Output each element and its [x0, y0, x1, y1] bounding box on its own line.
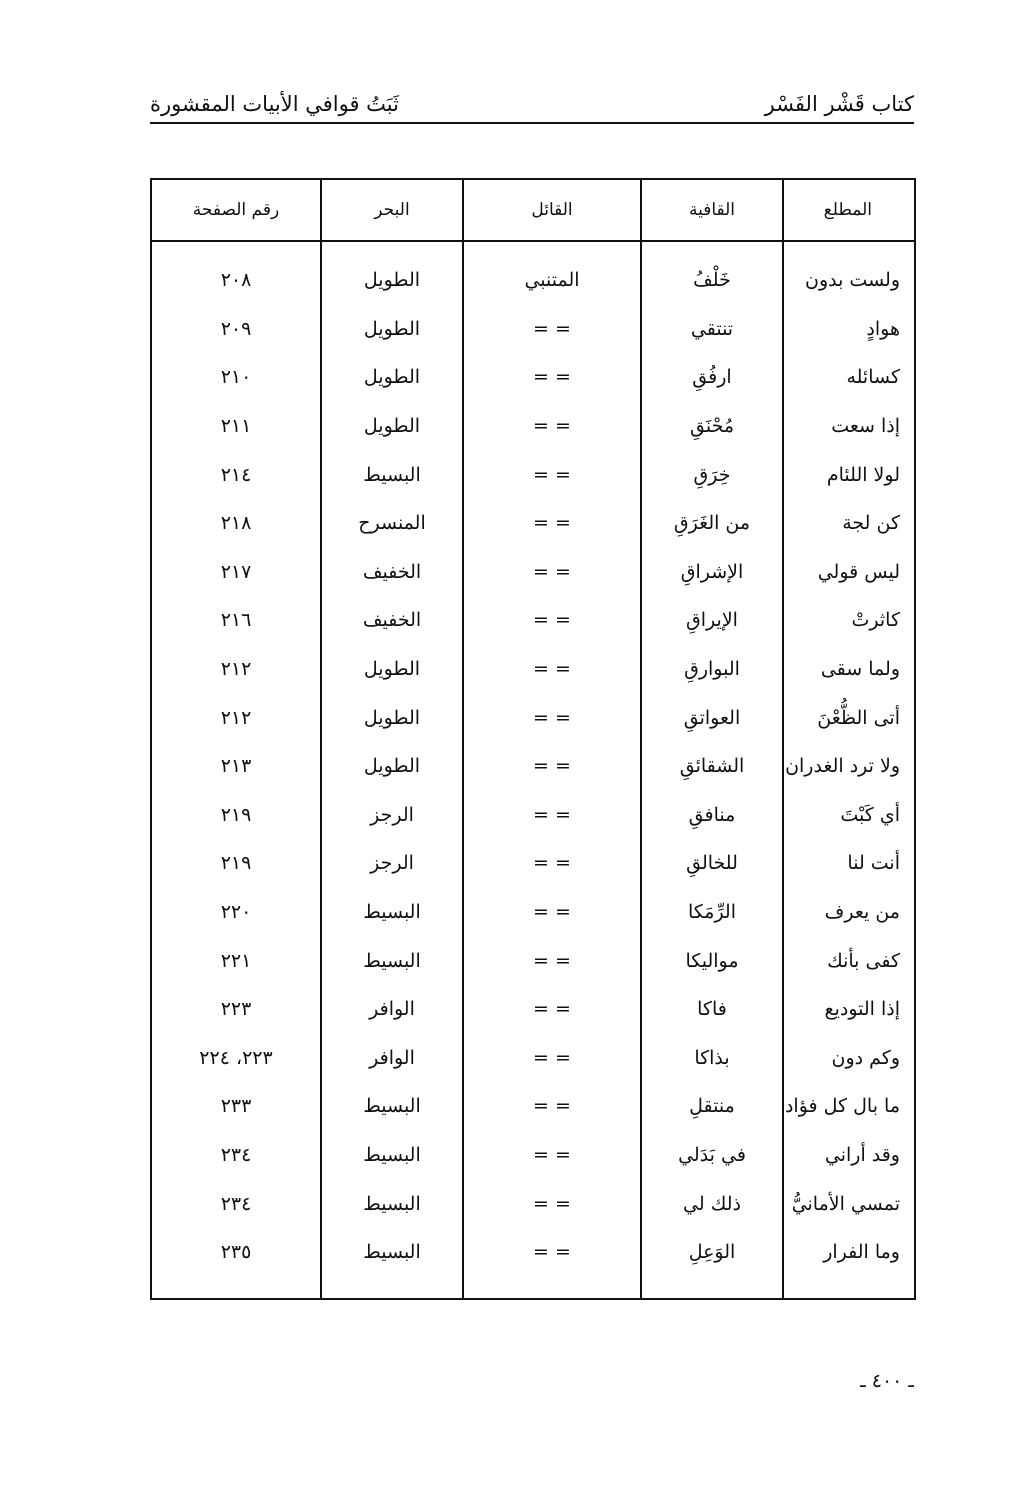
cell-page: ٢٢٠ — [151, 888, 321, 937]
cell-page: ٢١٩ — [151, 839, 321, 888]
cell-rhyme: بذاكا — [641, 1034, 783, 1083]
spacer-row — [151, 241, 915, 256]
cell-page: ٢٢٣، ٢٢٤ — [151, 1034, 321, 1083]
cell-poet: = = — [463, 499, 641, 548]
cell-rhyme: في بَدَلي — [641, 1131, 783, 1180]
cell-opening: هوادٍ — [783, 305, 915, 354]
cell-rhyme: ارفُقِ — [641, 353, 783, 402]
cell-rhyme: الرِّمَكا — [641, 888, 783, 937]
cell-poet: = = — [463, 450, 641, 499]
cell-opening: وقد أراني — [783, 1131, 915, 1180]
table-row — [151, 548, 915, 597]
cell-rhyme: العواتقِ — [641, 693, 783, 742]
cell-meter: الطويل — [321, 645, 463, 694]
cell-meter: الوافر — [321, 1034, 463, 1083]
cell-poet: = = — [463, 1131, 641, 1180]
cell-opening: لولا اللئام — [783, 450, 915, 499]
cell-page: ٢١٢ — [151, 693, 321, 742]
cell-opening: تمسي الأمانيُّ — [783, 1179, 915, 1228]
table-row — [151, 596, 915, 645]
table-header-row — [151, 179, 915, 241]
cell-meter: البسيط — [321, 1082, 463, 1131]
cell-rhyme: تنتقي — [641, 305, 783, 354]
cell-poet: = = — [463, 353, 641, 402]
table-row — [151, 499, 915, 548]
table-row — [151, 305, 915, 354]
cell-rhyme: منافقِ — [641, 791, 783, 840]
spacer-row — [151, 1276, 915, 1299]
table-row — [151, 1034, 915, 1083]
cell-rhyme: البوارقِ — [641, 645, 783, 694]
table-row — [151, 1082, 915, 1131]
cell-meter: الطويل — [321, 742, 463, 791]
cell-meter: البسيط — [321, 450, 463, 499]
table-row — [151, 936, 915, 985]
cell-page: ٢٢١ — [151, 936, 321, 985]
cell-rhyme: فاكا — [641, 985, 783, 1034]
cell-meter: الخفيف — [321, 548, 463, 597]
cell-rhyme: مُحْنَقِ — [641, 402, 783, 451]
table-row — [151, 888, 915, 937]
cell-poet: = = — [463, 645, 641, 694]
cell-page: ٢١١ — [151, 402, 321, 451]
cell-meter: الطويل — [321, 305, 463, 354]
cell-rhyme: ذلك لي — [641, 1179, 783, 1228]
table-row — [151, 402, 915, 451]
cell-meter: البسيط — [321, 936, 463, 985]
column-header-rhyme: القافية — [641, 179, 783, 241]
cell-opening: كن لجة — [783, 499, 915, 548]
cell-meter: الرجز — [321, 791, 463, 840]
running-head — [150, 86, 914, 124]
cell-meter: الطويل — [321, 402, 463, 451]
column-header-page: رقم الصفحة — [151, 179, 321, 241]
cell-page: ٢٣٤ — [151, 1131, 321, 1180]
table-row — [151, 839, 915, 888]
cell-poet: = = — [463, 305, 641, 354]
cell-page: ٢١٢ — [151, 645, 321, 694]
column-header-opening: المطلع — [783, 179, 915, 241]
cell-opening: ولا ترد الغدران — [783, 742, 915, 791]
cell-poet: = = — [463, 839, 641, 888]
cell-opening: كفى بأنك — [783, 936, 915, 985]
cell-opening: ولما سقى — [783, 645, 915, 694]
cell-page: ٢٣٤ — [151, 1179, 321, 1228]
cell-rhyme: مواليكا — [641, 936, 783, 985]
book-title: كتاب قَشْر الفَسْر — [764, 92, 914, 116]
cell-page: ٢١٠ — [151, 353, 321, 402]
cell-opening: وما الفرار — [783, 1228, 915, 1277]
cell-poet: = = — [463, 548, 641, 597]
cell-rhyme: الإشراقِ — [641, 548, 783, 597]
cell-poet: = = — [463, 742, 641, 791]
cell-meter: الطويل — [321, 693, 463, 742]
cell-rhyme: الإيراقِ — [641, 596, 783, 645]
cell-opening: أنت لنا — [783, 839, 915, 888]
cell-meter: الطويل — [321, 256, 463, 305]
table-row — [151, 791, 915, 840]
table-row — [151, 645, 915, 694]
cell-opening: أي كَبْتَ — [783, 791, 915, 840]
cell-opening: ولست بدون — [783, 256, 915, 305]
cell-meter: الخفيف — [321, 596, 463, 645]
table-row — [151, 256, 915, 305]
cell-opening: إذا التوديع — [783, 985, 915, 1034]
cell-opening: كسائله — [783, 353, 915, 402]
table-row — [151, 742, 915, 791]
cell-page: ٢٠٨ — [151, 256, 321, 305]
cell-poet: = = — [463, 693, 641, 742]
cell-poet: المتنبي — [463, 256, 641, 305]
cell-rhyme: خِرَقِ — [641, 450, 783, 499]
cell-rhyme: للخالقِ — [641, 839, 783, 888]
cell-poet: = = — [463, 1179, 641, 1228]
section-title: ثَبَتُ قوافي الأبيات المقشورة — [150, 92, 399, 116]
cell-meter: البسيط — [321, 1228, 463, 1277]
cell-page: ٢٣٥ — [151, 1228, 321, 1277]
column-header-meter: البحر — [321, 179, 463, 241]
cell-page: ٢١٧ — [151, 548, 321, 597]
cell-opening: وكم دون — [783, 1034, 915, 1083]
cell-page: ٢١٩ — [151, 791, 321, 840]
table-row — [151, 693, 915, 742]
rhymes-index-table — [150, 178, 916, 1300]
table-row — [151, 1179, 915, 1228]
table-row — [151, 1228, 915, 1277]
cell-opening: كاثرتْ — [783, 596, 915, 645]
cell-meter: البسيط — [321, 1131, 463, 1180]
page-number: ـ ٤٠٠ ـ — [860, 1370, 914, 1392]
cell-meter: البسيط — [321, 888, 463, 937]
cell-poet: = = — [463, 1228, 641, 1277]
cell-opening: من يعرف — [783, 888, 915, 937]
cell-opening: أتى الظُّعْنَ — [783, 693, 915, 742]
cell-opening: إذا سعت — [783, 402, 915, 451]
cell-rhyme: الشقائقِ — [641, 742, 783, 791]
cell-meter: الوافر — [321, 985, 463, 1034]
cell-poet: = = — [463, 1034, 641, 1083]
cell-opening: ليس قولي — [783, 548, 915, 597]
cell-page: ٢٣٣ — [151, 1082, 321, 1131]
cell-page: ٢١٦ — [151, 596, 321, 645]
cell-meter: البسيط — [321, 1179, 463, 1228]
cell-page: ٢١٨ — [151, 499, 321, 548]
table-row — [151, 450, 915, 499]
cell-poet: = = — [463, 791, 641, 840]
cell-poet: = = — [463, 985, 641, 1034]
cell-meter: الرجز — [321, 839, 463, 888]
cell-page: ٢١٤ — [151, 450, 321, 499]
cell-page: ٢٠٩ — [151, 305, 321, 354]
cell-page: ٢١٣ — [151, 742, 321, 791]
cell-rhyme: خَلْفُ — [641, 256, 783, 305]
cell-poet: = = — [463, 936, 641, 985]
cell-rhyme: من الغَرَقِ — [641, 499, 783, 548]
table-row — [151, 985, 915, 1034]
cell-page: ٢٢٣ — [151, 985, 321, 1034]
cell-poet: = = — [463, 402, 641, 451]
cell-meter: المنسرح — [321, 499, 463, 548]
table-row — [151, 1131, 915, 1180]
cell-poet: = = — [463, 596, 641, 645]
table-body — [151, 241, 915, 1299]
cell-rhyme: منتقلِ — [641, 1082, 783, 1131]
cell-meter: الطويل — [321, 353, 463, 402]
cell-poet: = = — [463, 1082, 641, 1131]
column-header-poet: القائل — [463, 179, 641, 241]
table-row — [151, 353, 915, 402]
cell-opening: ما بال كل فؤاد — [783, 1082, 915, 1131]
cell-rhyme: الوَعِلِ — [641, 1228, 783, 1277]
cell-poet: = = — [463, 888, 641, 937]
